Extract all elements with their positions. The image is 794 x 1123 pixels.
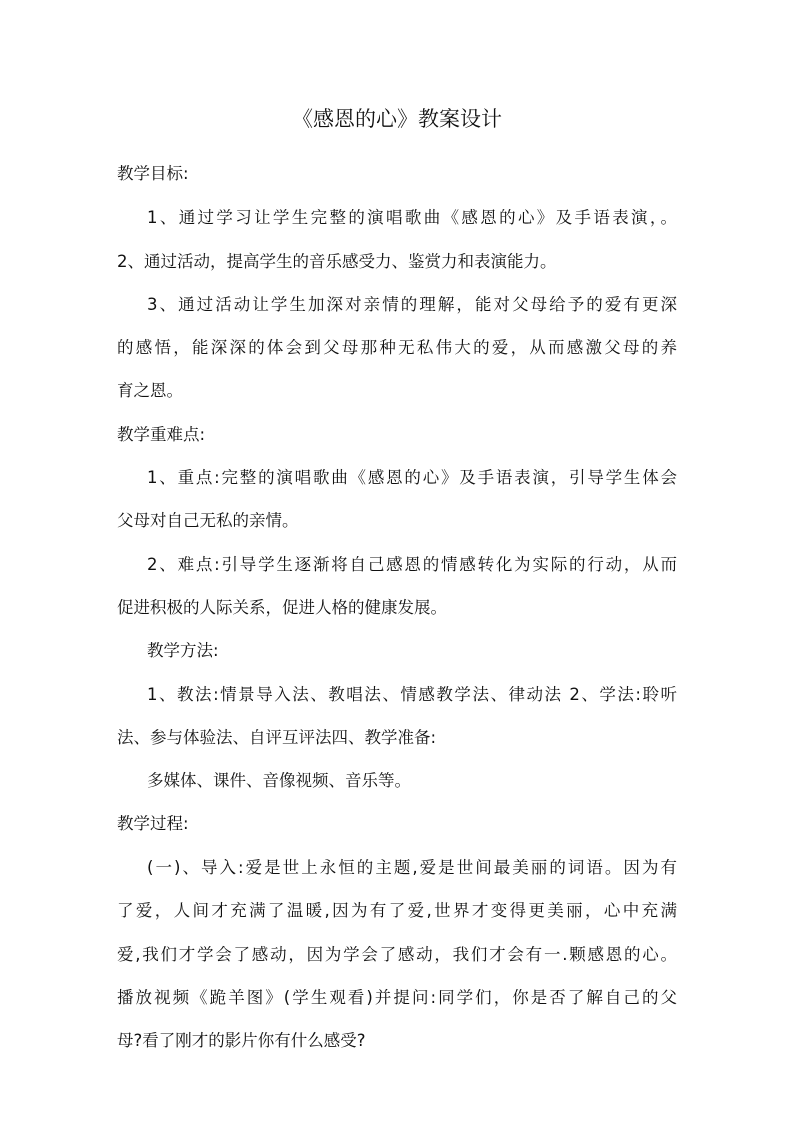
paragraph-line: 法、参与体验法、自评互评法四、教学准备: xyxy=(117,728,437,747)
heading-process: 教学过程: xyxy=(117,814,189,833)
paragraph-line: 促进积极的人际关系，促进人格的健康发展。 xyxy=(117,598,447,617)
paragraph-line: 1、教法:情景导入法、教唱法、情感教学法、律动法 2、学法:聆听 xyxy=(147,685,677,704)
paragraph-line: 播放视频《跪羊图》(学生观看)并提问:同学们，你是否了解自己的父 xyxy=(117,988,677,1007)
heading-methods: 教学方法: xyxy=(147,641,219,660)
paragraph-line: 1、重点:完整的演唱歌曲《感恩的心》及手语表演，引导学生体会 xyxy=(147,468,677,487)
heading-objectives: 教学目标: xyxy=(117,164,189,183)
paragraph-line: (一)、导入:爱是世上永恒的主题,爱是世间最美丽的词语。因为有 xyxy=(147,858,677,877)
paragraph-line: 父母对自己无私的亲情。 xyxy=(117,511,299,530)
paragraph-line: 的感悟，能深深的体会到父母那种无私伟大的爱，从而感激父母的养 xyxy=(117,338,677,357)
paragraph-line: 了爱，人间才充满了温暖,因为有了爱,世界才变得更美丽，心中充满 xyxy=(117,901,677,920)
paragraph-line: 1、通过学习让学生完整的演唱歌曲《感恩的心》及手语表演，。 xyxy=(147,208,677,227)
paragraph-line: 母?看了刚才的影片你有什么感受? xyxy=(117,1031,366,1050)
paragraph-line: 2、通过活动，提高学生的音乐感受力、鉴赏力和表演能力。 xyxy=(117,252,557,271)
document-title: 《感恩的心》教案设计 xyxy=(292,107,502,131)
paragraph-line: 爱,我们才学会了感动，因为学会了感动，我们才会有一.颗感恩的心。 xyxy=(117,945,677,964)
paragraph-line: 3、通过活动让学生加深对亲情的理解，能对父母给予的爱有更深 xyxy=(147,295,677,314)
paragraph-line: 2、难点:引导学生逐渐将自己感恩的情感转化为实际的行动，从而 xyxy=(147,555,677,574)
paragraph-line: 多媒体、课件、音像视频、音乐等。 xyxy=(147,771,411,790)
paragraph-line: 育之恩。 xyxy=(117,381,183,400)
heading-key-points: 教学重难点: xyxy=(117,425,206,444)
